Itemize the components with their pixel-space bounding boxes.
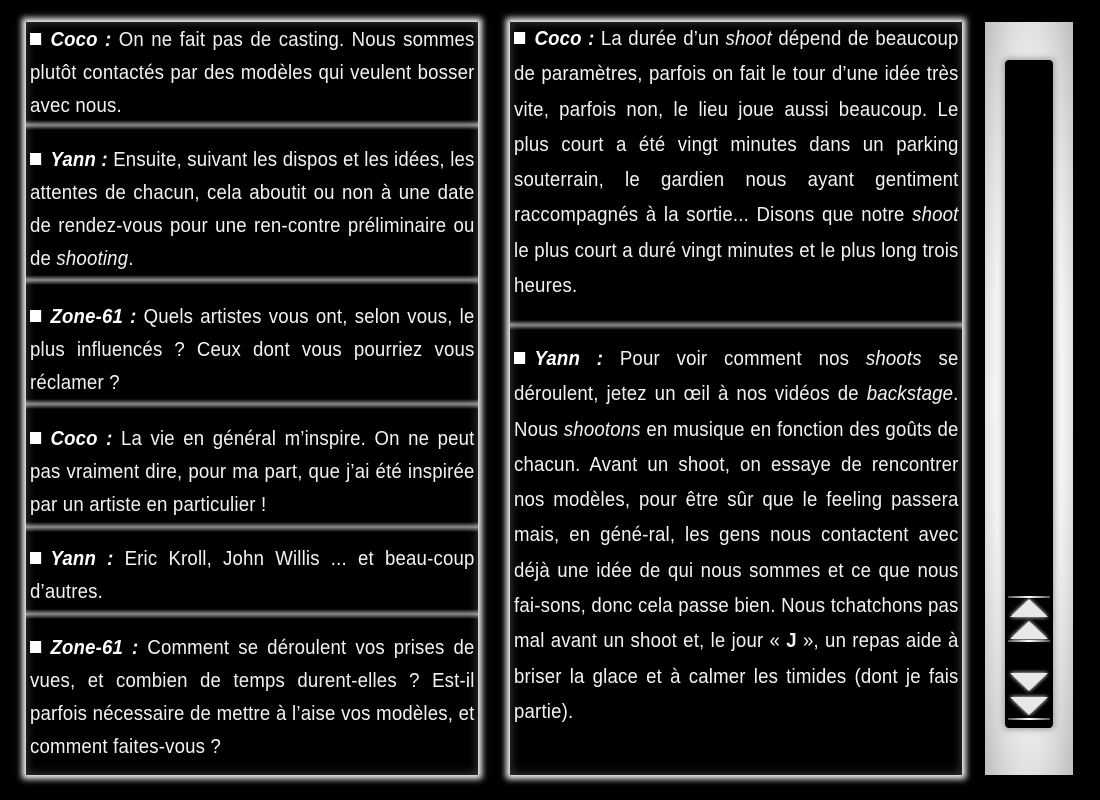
dialogue-emphasis: shoot <box>912 204 959 227</box>
dialogue-block-1 <box>30 24 475 123</box>
dialogue-text: Comment se déroulent vos prises de vues, et combien de temps durent-elles ? Est-il parfois nécessaire de mettre à l’aise vos modèles, et comment faites-vous ? <box>30 637 475 758</box>
dialogue-emphasis: backstage <box>866 383 954 406</box>
dialogue-text: », un repas aide à briser la glace et à calmer les timides (dont je fais partie). <box>514 630 959 723</box>
dialogue-text: On ne fait pas de casting. Nous sommes plutôt contactés par des modèles qui veulent bosser avec nous. <box>30 29 475 117</box>
dialogue-block-4 <box>30 423 475 522</box>
dialogue-text: Pour voir comment nos <box>603 348 866 370</box>
dialogue-text: . Nous <box>514 383 959 441</box>
square-bullet-icon <box>30 432 41 444</box>
scroll-track[interactable] <box>1005 60 1053 728</box>
dialogue-emphasis: shoot <box>725 28 772 50</box>
scrollbar[interactable] <box>985 22 1073 775</box>
speaker-name: Coco : <box>534 28 595 50</box>
square-bullet-icon <box>30 153 41 165</box>
square-bullet-icon <box>30 641 41 653</box>
dialogue-text: Eric Kroll, John Willis ... et beau-coup d’autres. <box>30 548 475 603</box>
dialogue-text: en musique en fonction des goûts de chacun. Avant un shoot, on essaye de rencontrer nos modèles, pour être sûr que le feeling passera mais, en géné-ral, les gens nous contactent avec déjà une idée de qui nous sommes et ce que nous fai-sons, donc cela passe bien. Nous tchatchons pas mal avant un shoot et, le jour « <box>514 418 959 653</box>
dialogue-text: se déroulent, jetez un œil à nos vidéos de <box>514 348 959 406</box>
separator <box>510 320 962 330</box>
square-bullet-icon <box>514 352 525 364</box>
left-text-column <box>26 22 478 775</box>
scroll-down-button[interactable] <box>1008 672 1050 692</box>
dialogue-bold: J <box>786 630 797 653</box>
chevron-up-icon <box>1010 599 1048 617</box>
dialogue-emphasis: shoots <box>865 348 922 370</box>
dialogue-text: La durée d’un <box>594 28 726 50</box>
separator <box>26 609 478 619</box>
arrow-divider <box>1008 718 1050 720</box>
square-bullet-icon <box>30 310 41 322</box>
dialogue-text: dépend de beaucoup de paramètres, parfois on fait le tour d’une idée très vite, parfois non, le lieu joue aussi beaucoup. Le plus court a été vingt minutes dans un parking souterrain, le gardien nous ayant gentiment raccompagnés à la sortie... Disons que notre <box>514 28 959 227</box>
speaker-name: Zone-61 : <box>50 306 137 328</box>
scroll-down-fast-button[interactable] <box>1008 696 1050 716</box>
separator <box>26 120 478 130</box>
dialogue-text: le plus court a duré vingt minutes et le plus long trois heures. <box>514 239 959 298</box>
separator <box>26 522 478 532</box>
right-text-column <box>510 22 962 775</box>
dialogue-block-5 <box>30 543 475 609</box>
dialogue-text: . <box>128 248 134 270</box>
square-bullet-icon <box>30 33 41 45</box>
speaker-name: Yann : <box>50 149 108 171</box>
dialogue-block-6 <box>30 632 475 764</box>
dialogue-text: Ensuite, suivant les dispos et les idées, les attentes de chacun, cela aboutit ou non à une date de rendez-vous pour une ren-contre préliminaire ou de <box>30 149 475 270</box>
chevron-down-icon <box>1010 673 1048 691</box>
speaker-name: Zone-61 : <box>50 637 139 659</box>
speaker-name: Yann : <box>534 348 604 370</box>
scroll-up-fast-button[interactable] <box>1008 620 1050 640</box>
dialogue-emphasis: shooting <box>56 248 129 270</box>
dialogue-text: Quels artistes vous ont, selon vous, le plus influencés ? Ceux dont vous pourriez vous réclamer ? <box>30 306 475 394</box>
dialogue-text: La vie en général m’inspire. On ne peut pas vraiment dire, pour ma part, que j’ai été inspirée par un artiste en particulier ! <box>30 428 475 516</box>
scroll-up-button[interactable] <box>1008 596 1050 616</box>
arrow-divider <box>1008 596 1050 598</box>
dialogue-block-3 <box>30 301 475 400</box>
dialogue-block-2 <box>30 144 475 276</box>
separator <box>26 399 478 409</box>
square-bullet-icon <box>30 552 41 564</box>
dialogue-emphasis: shootons <box>563 418 641 441</box>
square-bullet-icon <box>514 32 525 44</box>
separator <box>26 275 478 285</box>
dialogue-block-8 <box>514 342 959 730</box>
arrow-divider <box>1008 640 1050 642</box>
double-chevron-down-icon <box>1010 697 1048 715</box>
speaker-name: Yann : <box>50 548 114 570</box>
speaker-name: Coco : <box>50 428 113 450</box>
double-chevron-up-icon <box>1010 621 1048 639</box>
dialogue-block-7 <box>514 22 959 304</box>
speaker-name: Coco : <box>50 29 112 51</box>
